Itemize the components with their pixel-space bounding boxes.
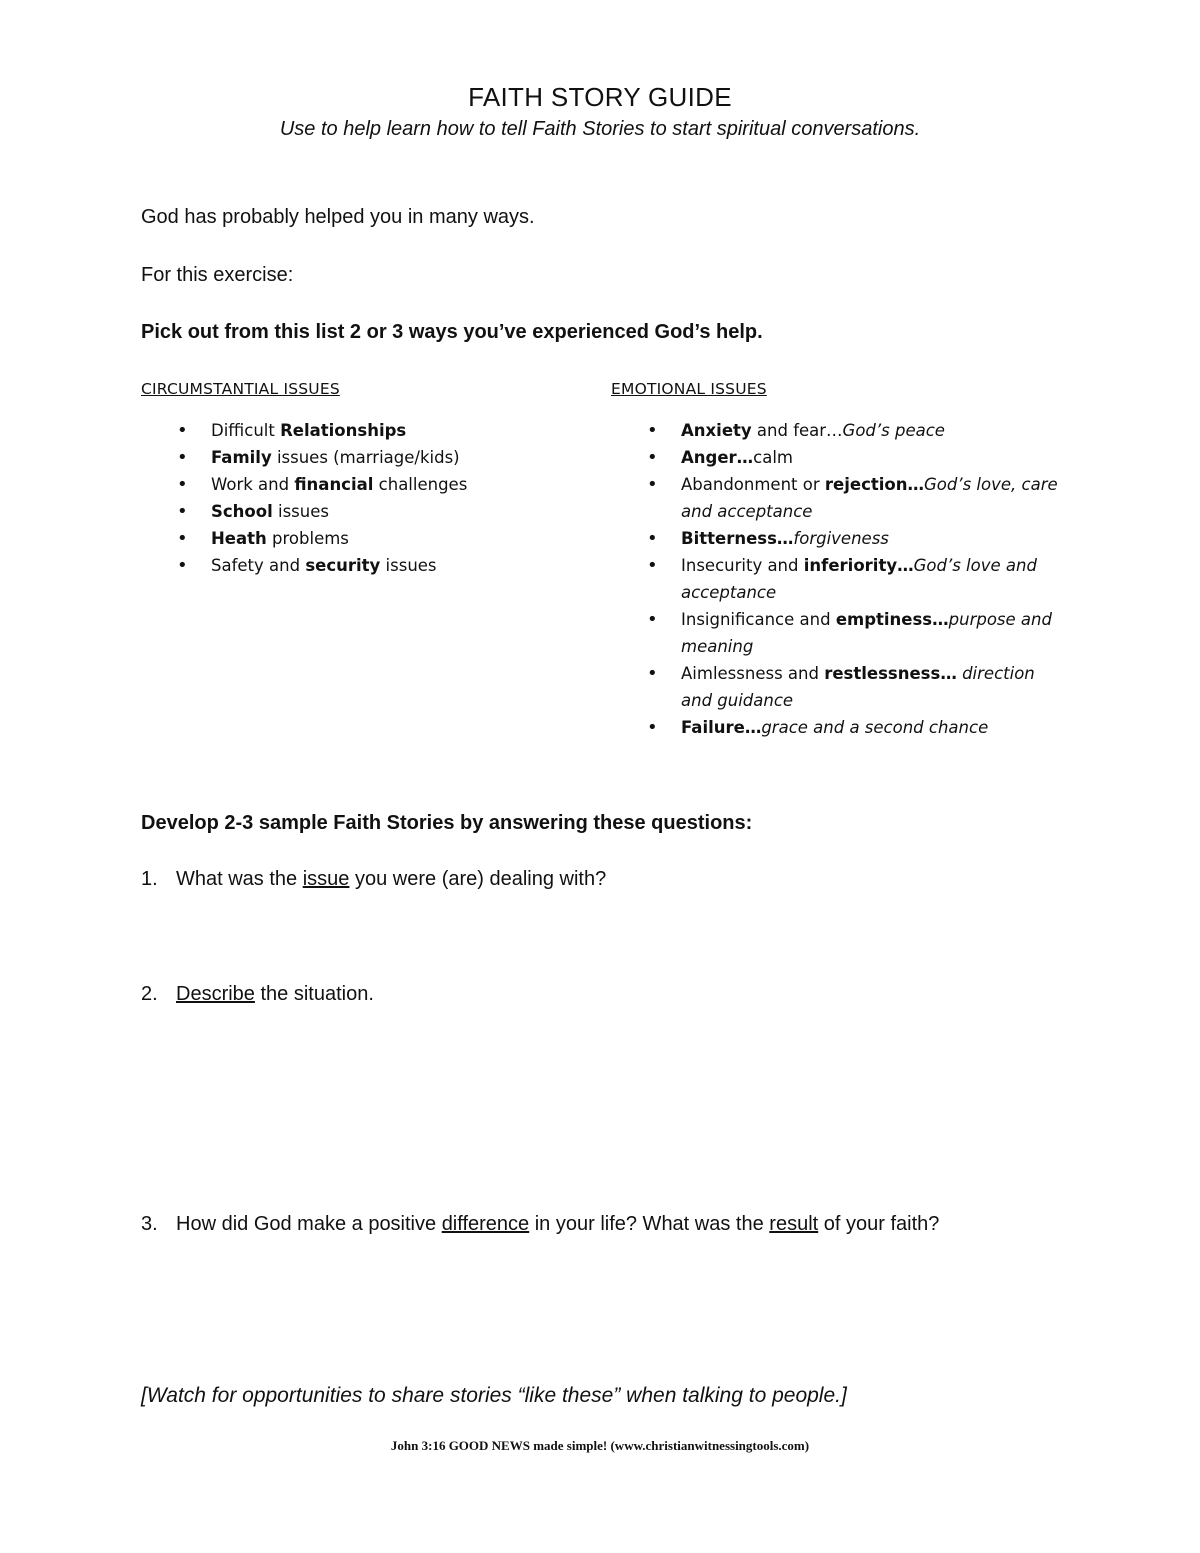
list-item: • Work and financial challenges <box>177 471 557 498</box>
list-item: • Aimlessness and restlessness… direction and guidance <box>647 660 1067 714</box>
question-number: 1. <box>141 868 158 890</box>
question-text: What was the issue you were (are) dealing with? <box>176 868 607 890</box>
list-item: • Anger…calm <box>647 444 1067 471</box>
page-subtitle: Use to help learn how to tell Faith Stories to start spiritual conversations. <box>279 118 921 140</box>
list-item: • Insignificance and emptiness…purpose and meaning <box>647 606 1067 660</box>
list-item: • School issues <box>177 498 557 525</box>
develop-heading: Develop 2-3 sample Faith Stories by answering these questions: <box>141 812 753 834</box>
emotional-list <box>647 417 1067 741</box>
exercise-label: For this exercise: <box>141 264 294 286</box>
list-item: • Anxiety and fear…God’s peace <box>647 417 1067 444</box>
list-item: • Bitterness…forgiveness <box>647 525 1067 552</box>
page-title: FAITH STORY GUIDE <box>468 82 732 112</box>
list-item: • Difficult Relationships <box>177 417 557 444</box>
footer-text: John 3:16 GOOD NEWS made simple! (www.christianwitnessingtools.com) <box>390 1438 810 1453</box>
circumstantial-heading: CIRCUMSTANTIAL ISSUES <box>141 380 340 398</box>
emotional-heading: EMOTIONAL ISSUES <box>611 380 767 398</box>
list-item: • Family issues (marriage/kids) <box>177 444 557 471</box>
circumstantial-list <box>177 417 557 579</box>
instruction-text: Pick out from this list 2 or 3 ways you’ve experienced God’s help. <box>141 321 763 343</box>
list-item: • Safety and security issues <box>177 552 557 579</box>
list-item: • Insecurity and inferiority…God’s love and acceptance <box>647 552 1067 606</box>
list-item: • Failure…grace and a second chance <box>647 714 1067 741</box>
intro-text: God has probably helped you in many ways. <box>141 206 535 228</box>
question-text: How did God make a positive difference in your life? What was the result of your faith? <box>176 1213 940 1235</box>
list-item: • Heath problems <box>177 525 557 552</box>
closing-note: [Watch for opportunities to share stories “like these” when talking to people.] <box>141 1384 847 1407</box>
question-number: 3. <box>141 1213 158 1235</box>
question-number: 2. <box>141 983 158 1005</box>
question-text: Describe the situation. <box>176 983 374 1005</box>
list-item: • Abandonment or rejection…God’s love, care and acceptance <box>647 471 1067 525</box>
